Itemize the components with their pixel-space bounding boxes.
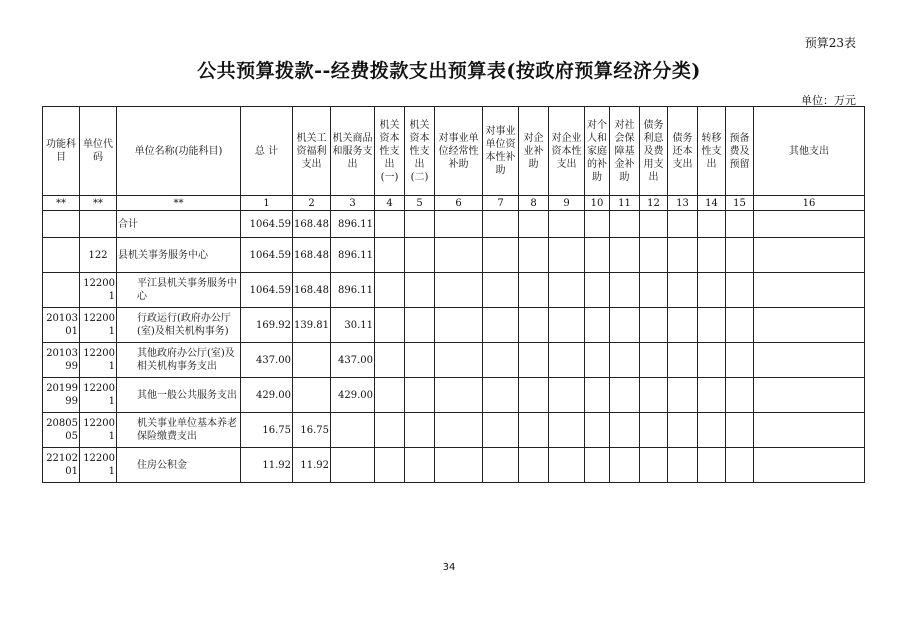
wage-cell: 11.92 bbox=[293, 448, 331, 483]
index-cell: 2 bbox=[293, 196, 331, 211]
index-cell: 13 bbox=[668, 196, 698, 211]
wage-cell bbox=[293, 343, 331, 378]
goods-cell: 429.00 bbox=[331, 378, 375, 413]
wage-cell: 16.75 bbox=[293, 413, 331, 448]
total-cell: 16.75 bbox=[241, 413, 293, 448]
func-code-cell bbox=[43, 238, 80, 273]
column-header: 预备费及预留 bbox=[726, 107, 754, 196]
column-header: 机关工资福利支出 bbox=[293, 107, 331, 196]
goods-cell bbox=[331, 448, 375, 483]
column-header: 单位代码 bbox=[80, 107, 117, 196]
index-cell: 10 bbox=[585, 196, 610, 211]
index-cell: 4 bbox=[375, 196, 405, 211]
column-header: 机关资本性支出(一) bbox=[375, 107, 405, 196]
wage-cell: 168.48 bbox=[293, 273, 331, 308]
table-row bbox=[43, 448, 865, 483]
column-header: 对事业单位经常性补助 bbox=[435, 107, 483, 196]
table-row bbox=[43, 343, 865, 378]
table-row bbox=[43, 308, 865, 343]
unit-code-cell: 122 bbox=[80, 238, 117, 273]
column-header: 机关资本性支出(二) bbox=[405, 107, 435, 196]
unit-name-cell: 平江县机关事务服务中心 bbox=[117, 273, 241, 308]
table-number: 预算23表 bbox=[804, 36, 856, 50]
goods-cell: 30.11 bbox=[331, 308, 375, 343]
goods-cell: 896.11 bbox=[331, 273, 375, 308]
column-header: 机关商品和服务支出 bbox=[331, 107, 375, 196]
unit-name-cell: 行政运行(政府办公厅(室)及相关机构事务) bbox=[117, 308, 241, 343]
index-cell: ** bbox=[117, 196, 241, 211]
page-number: 34 bbox=[442, 562, 456, 573]
unit-code-cell: 122001 bbox=[80, 378, 117, 413]
goods-cell bbox=[331, 413, 375, 448]
index-cell: 1 bbox=[241, 196, 293, 211]
index-cell: 14 bbox=[698, 196, 726, 211]
unit-code-cell: 122001 bbox=[80, 448, 117, 483]
unit-code-cell bbox=[80, 211, 117, 238]
index-cell: 7 bbox=[483, 196, 519, 211]
table-row bbox=[43, 211, 865, 238]
goods-cell: 896.11 bbox=[331, 238, 375, 273]
unit-code-cell: 122001 bbox=[80, 413, 117, 448]
column-header: 债务还本支出 bbox=[668, 107, 698, 196]
unit-name-cell: 其他一般公共服务支出 bbox=[117, 378, 241, 413]
header-row bbox=[43, 107, 865, 196]
index-cell: ** bbox=[80, 196, 117, 211]
func-code-cell bbox=[43, 211, 80, 238]
column-header: 对企业资本性支出 bbox=[549, 107, 585, 196]
total-cell: 169.92 bbox=[241, 308, 293, 343]
unit-name-cell: 县机关事务服务中心 bbox=[117, 238, 241, 273]
unit-label: 单位：万元 bbox=[801, 94, 856, 107]
index-cell: ** bbox=[43, 196, 80, 211]
column-header: 对企业补助 bbox=[519, 107, 549, 196]
table-row bbox=[43, 273, 865, 308]
column-header: 对社会保障基金补助 bbox=[610, 107, 640, 196]
unit-name-cell: 住房公积金 bbox=[117, 448, 241, 483]
index-cell: 11 bbox=[610, 196, 640, 211]
func-code-cell: 2010399 bbox=[43, 343, 80, 378]
table-row bbox=[43, 413, 865, 448]
unit-name-cell: 合计 bbox=[117, 211, 241, 238]
index-cell: 16 bbox=[754, 196, 865, 211]
total-cell: 437.00 bbox=[241, 343, 293, 378]
func-code-cell bbox=[43, 273, 80, 308]
total-cell: 1064.59 bbox=[241, 238, 293, 273]
column-header: 对事业单位资本性补助 bbox=[483, 107, 519, 196]
unit-code-cell: 122001 bbox=[80, 273, 117, 308]
page-title: 公共预算拨款--经费拨款支出预算表(按政府预算经济分类) bbox=[197, 60, 701, 82]
unit-name-cell: 机关事业单位基本养老保险缴费支出 bbox=[117, 413, 241, 448]
table-row bbox=[43, 378, 865, 413]
column-header: 功能科目 bbox=[43, 107, 80, 196]
column-header: 单位名称(功能科目) bbox=[117, 107, 241, 196]
wage-cell: 139.81 bbox=[293, 308, 331, 343]
wage-cell: 168.48 bbox=[293, 238, 331, 273]
column-header: 债务利息及费用支出 bbox=[640, 107, 668, 196]
index-cell: 8 bbox=[519, 196, 549, 211]
index-cell: 6 bbox=[435, 196, 483, 211]
index-cell: 12 bbox=[640, 196, 668, 211]
total-cell: 429.00 bbox=[241, 378, 293, 413]
func-code-cell: 2010301 bbox=[43, 308, 80, 343]
budget-table bbox=[42, 106, 865, 483]
func-code-cell: 2080505 bbox=[43, 413, 80, 448]
index-cell: 3 bbox=[331, 196, 375, 211]
goods-cell: 896.11 bbox=[331, 211, 375, 238]
unit-code-cell: 122001 bbox=[80, 343, 117, 378]
wage-cell bbox=[293, 378, 331, 413]
unit-name-cell: 其他政府办公厅(室)及相关机构事务支出 bbox=[117, 343, 241, 378]
wage-cell: 168.48 bbox=[293, 211, 331, 238]
goods-cell: 437.00 bbox=[331, 343, 375, 378]
column-header: 转移性支出 bbox=[698, 107, 726, 196]
total-cell: 1064.59 bbox=[241, 273, 293, 308]
index-cell: 5 bbox=[405, 196, 435, 211]
total-cell: 11.92 bbox=[241, 448, 293, 483]
index-cell: 9 bbox=[549, 196, 585, 211]
func-code-cell: 2019999 bbox=[43, 378, 80, 413]
index-row bbox=[43, 196, 865, 211]
total-cell: 1064.59 bbox=[241, 211, 293, 238]
unit-code-cell: 122001 bbox=[80, 308, 117, 343]
column-header: 总 计 bbox=[241, 107, 293, 196]
column-header: 其他支出 bbox=[754, 107, 865, 196]
index-cell: 15 bbox=[726, 196, 754, 211]
func-code-cell: 2210201 bbox=[43, 448, 80, 483]
column-header: 对个人和家庭的补助 bbox=[585, 107, 610, 196]
table-row bbox=[43, 238, 865, 273]
